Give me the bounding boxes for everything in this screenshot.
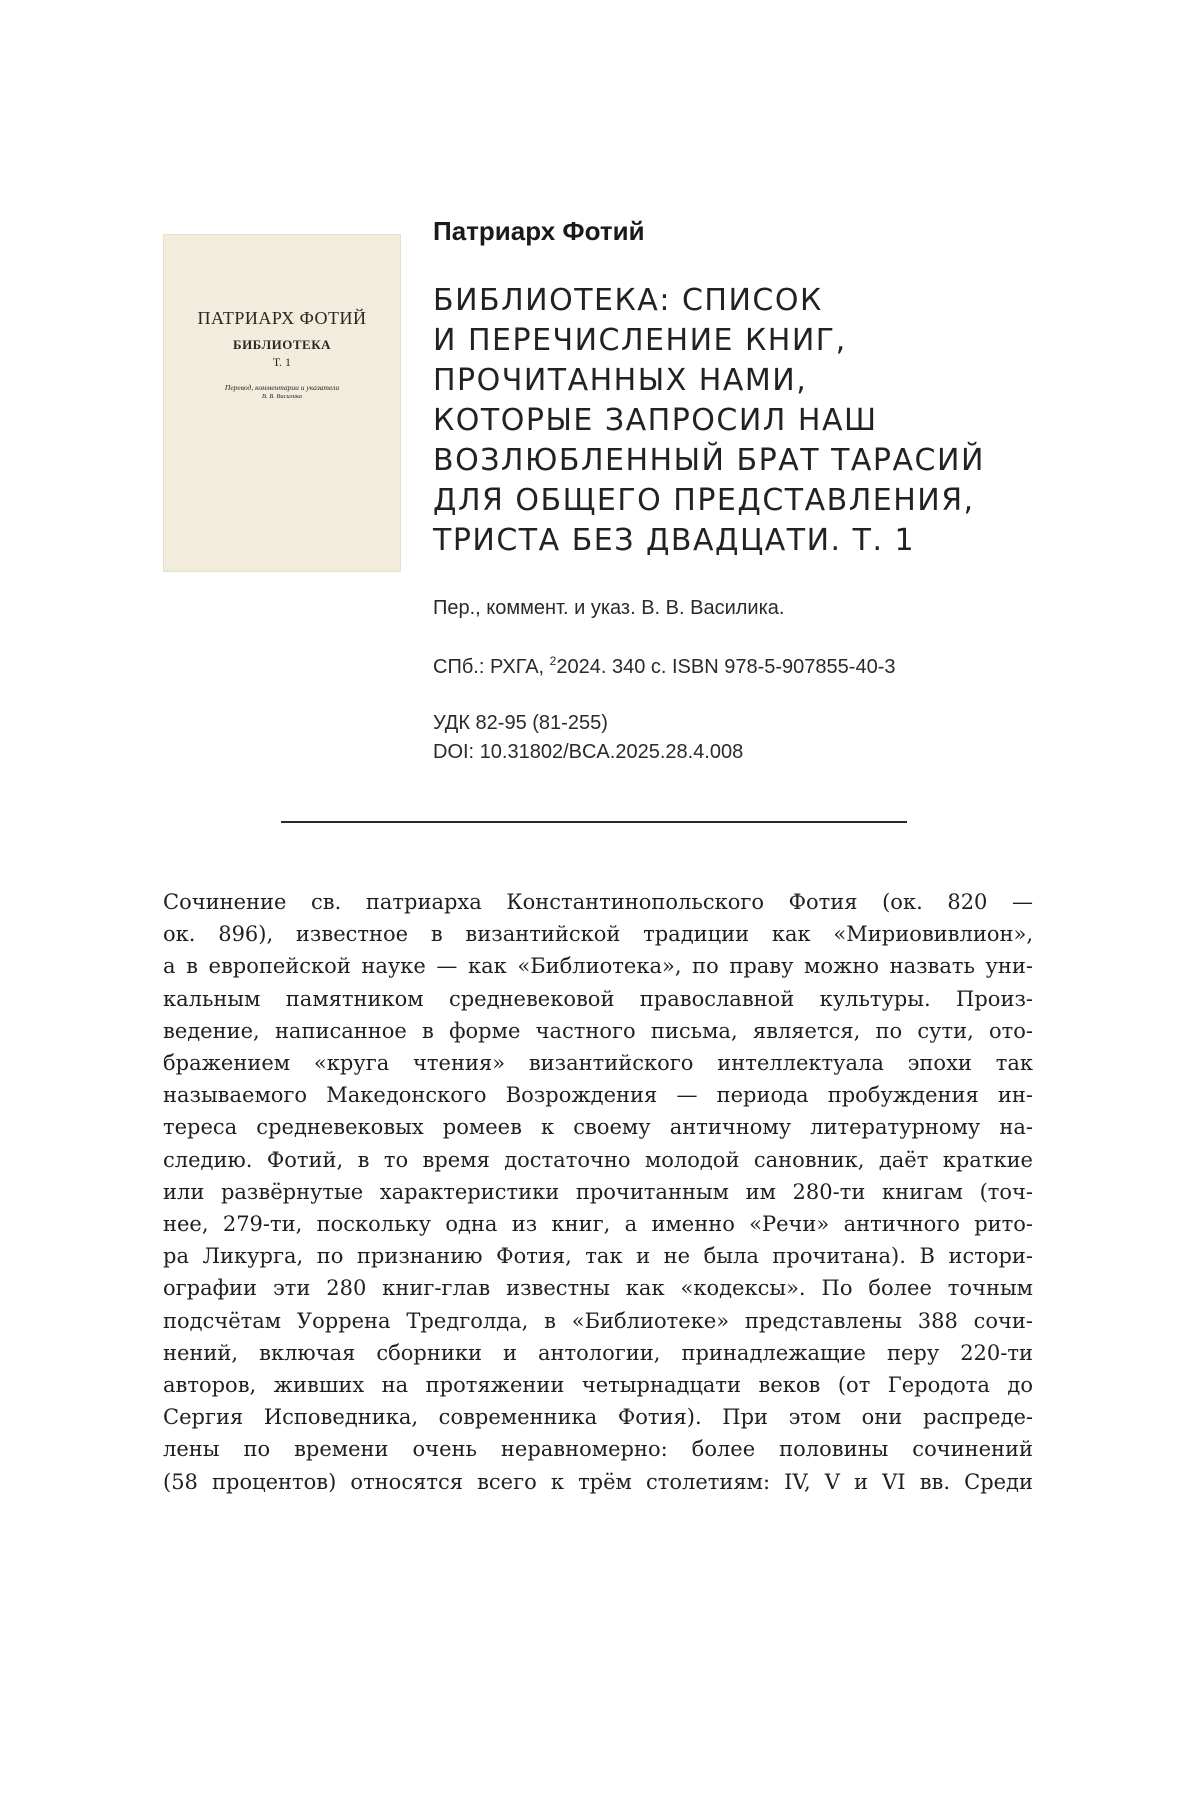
text-line: нее, 279-ти, поскольку одна из книг, а именно «Речи» античного рито- [163, 1212, 1033, 1237]
title-line: БИБЛИОТЕКА: СПИСОК [433, 283, 823, 318]
text-line: ведение, написанное в форме частного письма, является, по сути, ото- [163, 1018, 1033, 1043]
text-line: бражением «круга чтения» византийского интеллектуала эпохи так [163, 1051, 1033, 1076]
title-line: ДЛЯ ОБЩЕГО ПРЕДСТАВЛЕНИЯ, [433, 483, 975, 518]
text-line: лены по времени очень неравномерно: более половины сочинений [163, 1437, 1033, 1462]
text-line: кальным памятником средневековой православной культуры. Произ- [163, 986, 1033, 1011]
text-line: ра Ликурга, по признанию Фотия, так и не была прочитана). В истори- [163, 1244, 1033, 1269]
review-book-author: Патриарх Фотий [433, 216, 645, 246]
text-line: (58 процентов) относятся всего к трём столетиям: IV, V и VI вв. Среди [163, 1469, 1033, 1494]
translator-credit: Пер., коммент. и указ. В. В. Василика. [433, 597, 785, 619]
text-line: авторов, живших на протяжении четырнадцати веков (от Геродота до [163, 1373, 1033, 1398]
book-cover-image [163, 234, 401, 572]
text-line: следию. Фотий, в то время достаточно молодой сановник, даёт краткие [163, 1147, 1033, 1172]
cover-subtitle-name: В. В. Василика [261, 393, 302, 400]
text-line: или развёрнутые характеристики прочитанным им 280-ти книгам (точ- [163, 1179, 1033, 1204]
review-body-text [163, 886, 1033, 1498]
section-divider [281, 821, 907, 823]
text-line: ок. 896), известное в византийской традиции как «Мириовивлион», [163, 922, 1033, 947]
text-line: нений, включая сборники и антологии, принадлежащие перу 220-ти [163, 1340, 1033, 1365]
text-line: Сергия Исповедника, современника Фотия). При этом они распреде- [163, 1405, 1033, 1430]
doi: DOI: 10.31802/BCA.2025.28.4.008 [433, 741, 744, 763]
cover-volume: Т. 1 [272, 355, 292, 369]
publisher-prefix: СПб.: РХГА, [433, 656, 550, 678]
title-line: КОТОРЫЕ ЗАПРОСИЛ НАШ [433, 403, 878, 438]
text-line: ографии эти 280 книг-глав известны как «кодексы». По более точным [163, 1276, 1033, 1301]
text-line: тереса средневековых ромеев к своему античному литературному на- [163, 1115, 1033, 1140]
text-line: а в европейской науке — как «Библиотека», по праву можно назвать уни- [163, 954, 1033, 979]
cover-subtitle: Перевод, комментарии и указатели [224, 383, 340, 392]
publisher-suffix: 2024. 340 с. ISBN 978-5-907855-40-3 [556, 656, 896, 678]
edition-superscript: 2 [549, 654, 557, 668]
title-line: ТРИСТА БЕЗ ДВАДЦАТИ. Т. 1 [433, 523, 916, 558]
cover-title: БИБЛИОТЕКА [232, 337, 332, 352]
review-book-title [433, 281, 1073, 561]
publication-info [433, 654, 895, 679]
cover-author: ПАТРИАРХ ФОТИЙ [197, 308, 367, 328]
text-line: Сочинение св. патриарха Константинопольского Фотия (ок. 820 — [163, 890, 1033, 914]
text-line: называемого Македонского Возрождения — периода пробуждения ин- [163, 1083, 1033, 1108]
title-line: И ПЕРЕЧИСЛЕНИЕ КНИГ, [433, 323, 847, 358]
udk-code: УДК 82-95 (81-255) [433, 712, 608, 734]
text-line: подсчётам Уоррена Тредголда, в «Библиотеке» представлены 388 сочи- [163, 1308, 1033, 1333]
title-line: ВОЗЛЮБЛЕННЫЙ БРАТ ТАРАСИЙ [433, 443, 985, 478]
title-line: ПРОЧИТАННЫХ НАМИ, [433, 363, 808, 398]
